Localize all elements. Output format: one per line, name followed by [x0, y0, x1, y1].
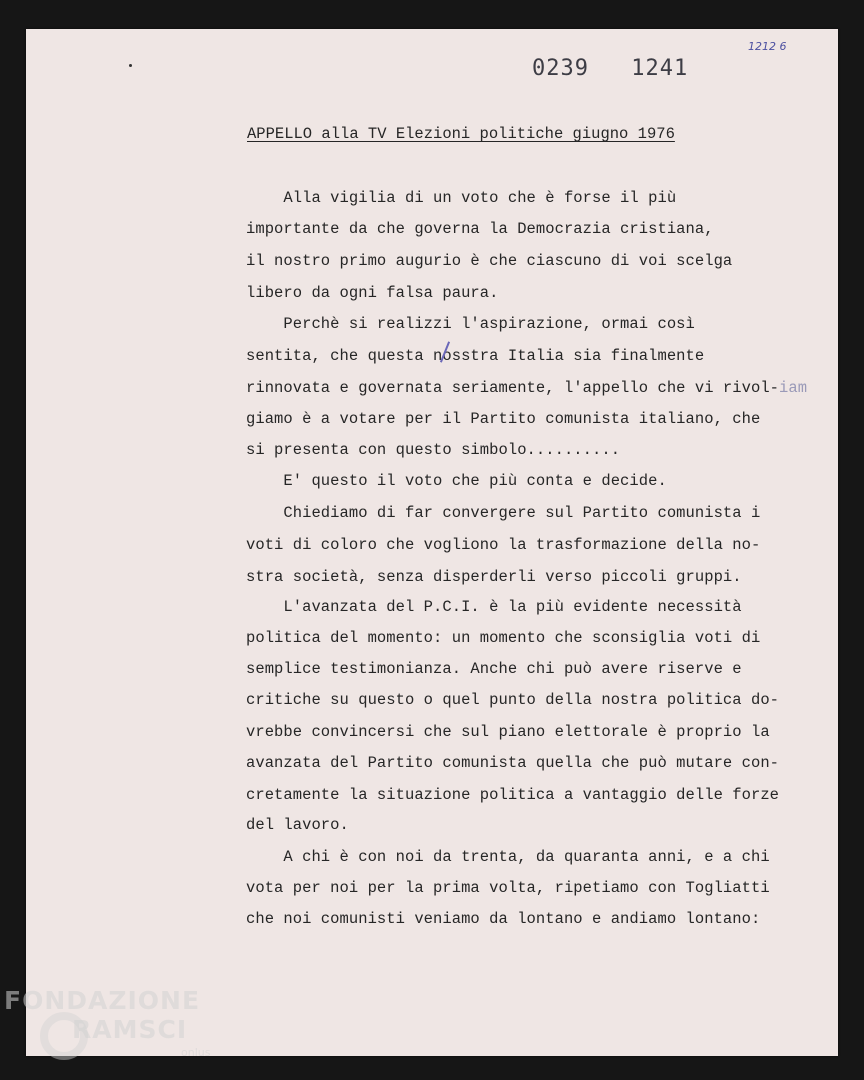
archive-number-1: 0239	[532, 56, 589, 81]
body-line: cretamente la situazione politica a vantaggio delle forze	[246, 786, 780, 804]
faded-word-tail: iam	[779, 379, 808, 397]
paper-speck	[129, 64, 132, 67]
body-line: Chiediamo di far convergere sul Partito comunista i	[246, 504, 761, 522]
body-line: giamo è a votare per il Partito comunista italiano, che	[246, 410, 761, 428]
body-line: il nostro primo augurio è che ciascuno di voi scelga	[246, 252, 733, 270]
body-line: avanzata del Partito comunista quella che può mutare con-	[246, 754, 780, 772]
body-line: politica del momento: un momento che sconsiglia voti di	[246, 629, 761, 647]
body-line: critiche su questo o quel punto della nostra politica do-	[246, 691, 780, 709]
watermark-onlus: onlus	[181, 1046, 211, 1059]
body-line: che noi comunisti veniamo da lontano e andiamo lontano:	[246, 910, 761, 928]
body-line: sentita, che questa nosstra Italia sia finalmente	[246, 347, 705, 365]
archive-number-2: 1241	[631, 56, 689, 81]
document-title: APPELLO alla TV Elezioni politiche giugno 1976	[247, 125, 675, 143]
body-line: A chi è con noi da trenta, da quaranta anni, e a chi	[246, 848, 770, 866]
body-line: si presenta con questo simbolo..........	[246, 441, 621, 459]
body-line: stra società, senza disperderli verso piccoli gruppi.	[246, 568, 742, 586]
body-line: L'avanzata del P.C.I. è la più evidente necessità	[246, 598, 742, 616]
body-line: E' questo il voto che più conta e decide.	[246, 472, 667, 490]
body-line: del lavoro.	[246, 816, 349, 834]
archive-stamp-numbers	[532, 56, 716, 81]
body-line: rinnovata e governata seriamente, l'appello che vi rivol-iam	[246, 379, 808, 397]
watermark-line-2: RAMSCI	[72, 1015, 188, 1044]
body-line: voti di coloro che vogliono la trasformazione della no-	[246, 536, 761, 554]
body-line: vrebbe convincersi che sul piano elettorale è proprio la	[246, 723, 770, 741]
pencil-note: 1212 6	[748, 40, 787, 53]
body-line: Alla vigilia di un voto che è forse il più	[246, 189, 677, 207]
watermark-line-1: FONDAZIONE	[4, 986, 201, 1015]
body-line: semplice testimonianza. Anche chi può avere riserve e	[246, 660, 742, 678]
body-line: Perchè si realizzi l'aspirazione, ormai così	[246, 315, 695, 333]
body-line: libero da ogni falsa paura.	[246, 284, 499, 302]
body-line: importante da che governa la Democrazia cristiana,	[246, 220, 714, 238]
body-line: vota per noi per la prima volta, ripetiamo con Togliatti	[246, 879, 770, 897]
fondazione-gramsci-watermark	[4, 984, 224, 1076]
